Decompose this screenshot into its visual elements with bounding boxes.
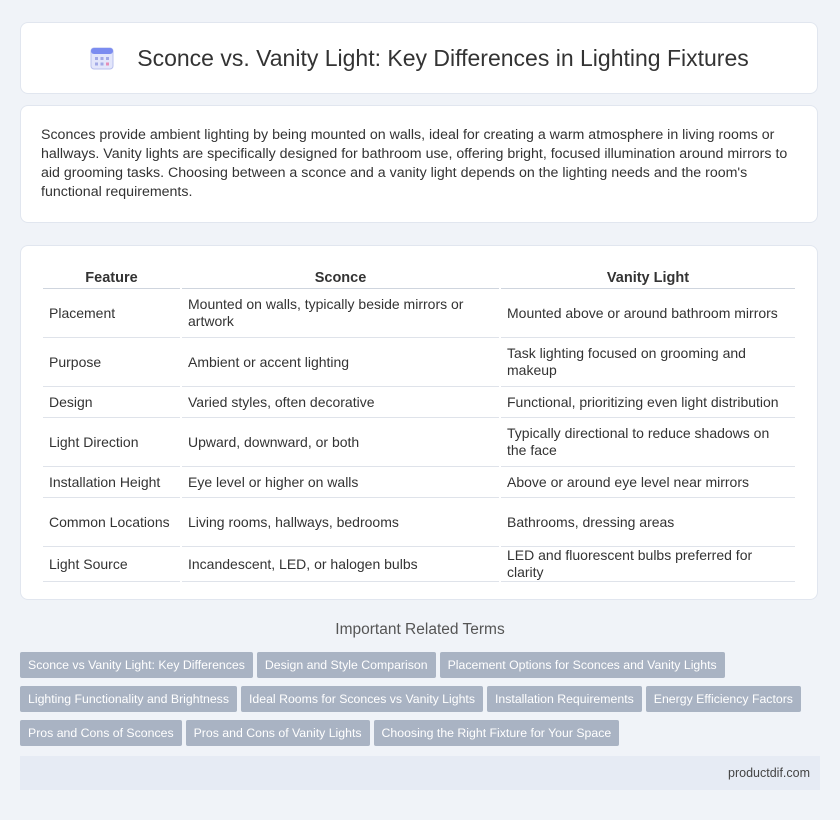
comparison-card [20,245,818,600]
related-term-tag[interactable]: Lighting Functionality and Brightness [20,686,237,712]
related-term-tag[interactable]: Pros and Cons of Vanity Lights [186,720,370,746]
table-cell-vanity-light: Bathrooms, dressing areas [501,498,795,547]
related-terms-list [20,652,820,754]
table-row [43,418,795,467]
calendar-icon [89,45,115,71]
table-cell-feature: Purpose [43,338,180,387]
table-header-row [43,266,795,289]
related-term-tag[interactable]: Installation Requirements [487,686,642,712]
table-cell-feature: Installation Height [43,467,180,498]
table-row [43,547,795,582]
related-term-tag[interactable]: Ideal Rooms for Sconces vs Vanity Lights [241,686,483,712]
table-cell-vanity-light: Above or around eye level near mirrors [501,467,795,498]
comparison-table [41,266,797,582]
related-term-tag[interactable]: Design and Style Comparison [257,652,436,678]
column-header-vanity-light: Vanity Light [501,266,795,289]
column-header-feature: Feature [43,266,180,289]
related-term-tag[interactable]: Pros and Cons of Sconces [20,720,182,746]
related-terms-title: Important Related Terms [335,621,505,638]
footer [20,756,820,790]
footer-site-link[interactable]: productdif.com [728,766,810,780]
table-cell-vanity-light: Task lighting focused on grooming and makeup [501,338,795,387]
table-cell-sconce: Ambient or accent lighting [182,338,499,387]
related-term-tag[interactable]: Choosing the Right Fixture for Your Space [374,720,620,746]
table-cell-sconce: Living rooms, hallways, bedrooms [182,498,499,547]
table-cell-sconce: Mounted on walls, typically beside mirrors or artwork [182,289,499,338]
table-cell-vanity-light: Typically directional to reduce shadows on the face [501,418,795,467]
table-row [43,289,795,338]
table-cell-sconce: Incandescent, LED, or halogen bulbs [182,547,499,582]
table-cell-feature: Light Direction [43,418,180,467]
table-row [43,338,795,387]
intro-text: Sconces provide ambient lighting by being mounted on walls, ideal for creating a warm atmosphere in living rooms or hallways. Vanity lights are specifically designed for bathroom use, offering bright, focused illumination around mirrors to aid grooming tasks. Choosing between a sconce and a vanity light depends on the lighting needs and the room's functional requirements. [41,127,788,200]
page-title: Sconce vs. Vanity Light: Key Differences in Lighting Fixtures [137,44,749,71]
table-cell-sconce: Eye level or higher on walls [182,467,499,498]
table-cell-vanity-light: Mounted above or around bathroom mirrors [501,289,795,338]
table-cell-feature: Common Locations [43,498,180,547]
related-term-tag[interactable]: Sconce vs Vanity Light: Key Differences [20,652,253,678]
table-cell-feature: Light Source [43,547,180,582]
header-card [20,22,818,94]
table-row [43,387,795,418]
table-cell-sconce: Varied styles, often decorative [182,387,499,418]
related-term-tag[interactable]: Energy Efficiency Factors [646,686,801,712]
intro-card [20,105,818,223]
table-row [43,498,795,547]
table-row [43,467,795,498]
table-cell-sconce: Upward, downward, or both [182,418,499,467]
table-cell-vanity-light: LED and fluorescent bulbs preferred for clarity [501,547,795,582]
table-cell-feature: Placement [43,289,180,338]
related-term-tag[interactable]: Placement Options for Sconces and Vanity Lights [440,652,725,678]
column-header-sconce: Sconce [182,266,499,289]
table-cell-feature: Design [43,387,180,418]
table-cell-vanity-light: Functional, prioritizing even light distribution [501,387,795,418]
